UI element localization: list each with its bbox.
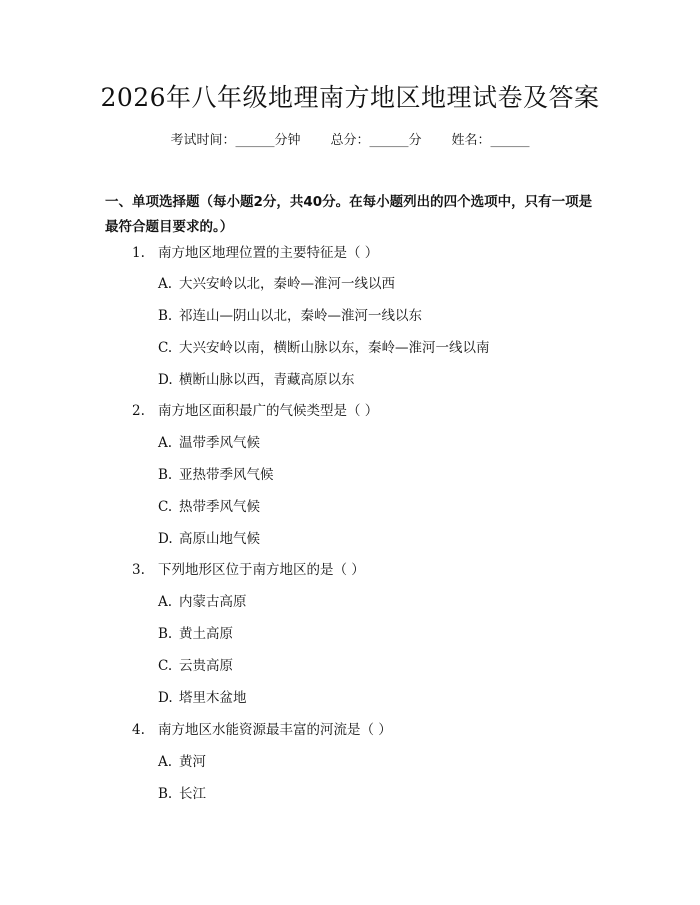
option-letter: A. xyxy=(158,276,173,292)
option-letter: D. xyxy=(158,372,173,388)
question-4-option-b xyxy=(158,784,206,804)
option-text: 祁连山—阴山以北，秦岭—淮河一线以东 xyxy=(179,308,422,324)
question-2-option-d xyxy=(158,529,260,549)
option-text: 热带季风气候 xyxy=(179,499,260,515)
option-text: 云贵高原 xyxy=(179,658,233,674)
option-text: 内蒙古高原 xyxy=(179,594,247,610)
option-text: 温带季风气候 xyxy=(179,435,260,451)
option-text: 黄河 xyxy=(179,754,206,770)
question-2 xyxy=(132,401,378,421)
question-2-option-a xyxy=(158,433,260,453)
option-letter: C. xyxy=(158,340,173,356)
option-letter: A. xyxy=(158,435,173,451)
question-3-option-d xyxy=(158,688,247,708)
question-text: 南方地区水能资源最丰富的河流是（ ） xyxy=(158,722,392,738)
total-score-field: 总分：______分 xyxy=(330,133,422,148)
option-text: 大兴安岭以北，秦岭—淮河一线以西 xyxy=(179,276,395,292)
question-number: 4. xyxy=(132,722,145,738)
question-text: 南方地区地理位置的主要特征是（ ） xyxy=(158,245,379,261)
question-1-option-b xyxy=(158,306,422,326)
name-field: 姓名：______ xyxy=(451,133,530,148)
option-letter: B. xyxy=(158,786,173,802)
option-text: 高原山地气候 xyxy=(179,531,260,547)
question-3-option-c xyxy=(158,656,233,676)
page-title: 2026年八年级地理南方地区地理试卷及答案 xyxy=(100,83,600,112)
option-text: 亚热带季风气候 xyxy=(179,467,274,483)
option-text: 长江 xyxy=(179,786,206,802)
question-text: 南方地区面积最广的气候类型是（ ） xyxy=(158,403,379,419)
question-number: 1. xyxy=(132,245,145,261)
question-1-option-d xyxy=(158,370,355,390)
question-3-option-a xyxy=(158,592,247,612)
question-text: 下列地形区位于南方地区的是（ ） xyxy=(158,562,365,578)
option-letter: C. xyxy=(158,658,173,674)
exam-info-row xyxy=(0,131,700,151)
option-letter: A. xyxy=(158,754,173,770)
option-text: 横断山脉以西，青藏高原以东 xyxy=(179,372,355,388)
option-letter: B. xyxy=(158,308,173,324)
question-2-option-c xyxy=(158,497,260,517)
question-number: 3. xyxy=(132,562,145,578)
option-text: 大兴安岭以南，横断山脉以东，秦岭—淮河一线以南 xyxy=(179,340,490,356)
question-4-option-a xyxy=(158,752,206,772)
question-3-option-b xyxy=(158,624,233,644)
question-1-option-a xyxy=(158,274,395,294)
option-letter: D. xyxy=(158,690,173,706)
option-text: 塔里木盆地 xyxy=(179,690,247,706)
question-1-option-c xyxy=(158,338,490,358)
question-2-option-b xyxy=(158,465,274,485)
option-letter: D. xyxy=(158,531,173,547)
question-number: 2. xyxy=(132,403,145,419)
option-letter: A. xyxy=(158,594,173,610)
option-letter: B. xyxy=(158,626,173,642)
section-heading: 一、单项选择题（每小题2分，共40分。在每小题列出的四个选项中，只有一项是最符合题目要求的。） xyxy=(105,194,593,235)
option-letter: C. xyxy=(158,499,173,515)
option-text: 黄土高原 xyxy=(179,626,233,642)
question-3 xyxy=(132,560,365,580)
option-letter: B. xyxy=(158,467,173,483)
exam-time-field: 考试时间：______分钟 xyxy=(170,133,301,148)
question-1 xyxy=(132,243,378,263)
question-4 xyxy=(132,720,392,740)
